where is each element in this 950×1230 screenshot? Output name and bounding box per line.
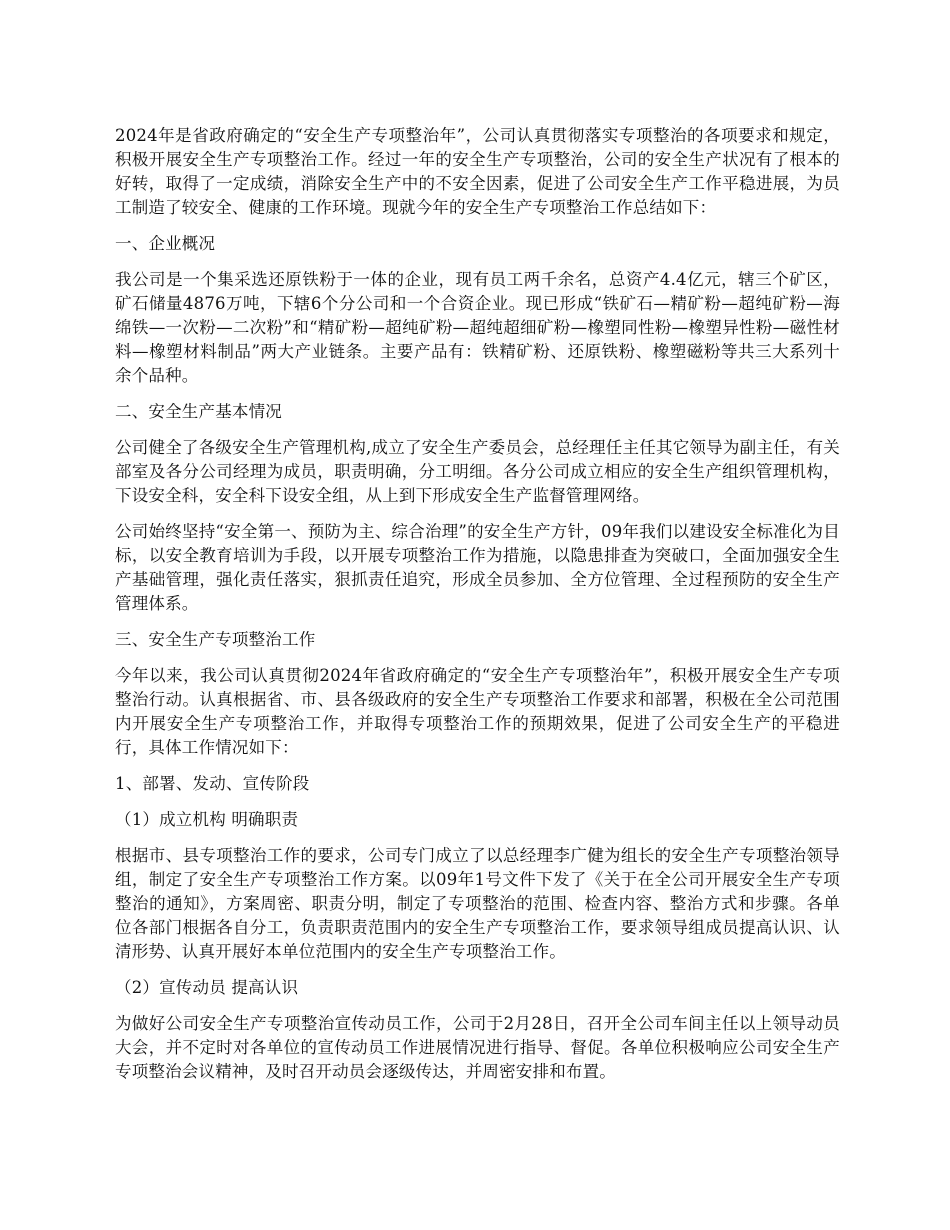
subheading-publicity: （2）宣传动员 提高认识: [115, 978, 299, 997]
basic-paragraph-2: 公司始终坚持“安全第一、预防为主、综合治理”的安全生产方针，09年我们以建设安全标准化为目标，以安全教育培训为手段，以开展专项整治工作为措施，以隐患排查为突破口，全面加强安全生产基础管理，强化责任落实，狠抓责任追究，形成全员参加、全方位管理、全过程预防的安全生产管理体系。: [115, 522, 840, 613]
stage-heading: 1、部署、发动、宣传阶段: [115, 774, 310, 793]
organization-paragraph: 根据市、县专项整治工作的要求，公司专门成立了以总经理李广健为组长的安全生产专项整治领导组，制定了安全生产专项整治工作方案。以09年1号文件下发了《关于在全公司开展安全生产专项整治的通知》，方案周密、职责分明，制定了专项整治的范围、检查内容、整治方式和步骤。各单位各部门根据各自分工，负责职责范围内的安全生产专项整治工作，要求领导组成员提高认识、认清形势、认真开展好本单位范围内的安全生产专项整治工作。: [115, 846, 840, 961]
publicity-paragraph: 为做好公司安全生产专项整治宣传动员工作，公司于2月28日，召开全公司车间主任以上领导动员大会，并不定时对各单位的宣传动员工作进展情况进行指导、督促。各单位积极响应公司安全生产专项整治会议精神，及时召开动员会逐级传达，并周密安排和布置。: [115, 1014, 840, 1081]
intro-paragraph: 2024年是省政府确定的“安全生产专项整治年”，公司认真贯彻落实专项整治的各项要求和规定，积极开展安全生产专项整治工作。经过一年的安全生产专项整治，公司的安全生产状况有了根本的好转，取得了一定成绩，消除安全生产中的不安全因素，促进了公司安全生产工作平稳进展，为员工制造了较安全、健康的工作环境。现就今年的安全生产专项整治工作总结如下：: [115, 126, 840, 217]
rectification-paragraph: 今年以来，我公司认真贯彻2024年省政府确定的“安全生产专项整治年”，积极开展安全生产专项整治行动。认真根据省、市、县各级政府的安全生产专项整治工作要求和部署，积极在全公司范围内开展安全生产专项整治工作，并取得专项整治工作的预期效果，促进了公司安全生产的平稳进行，具体工作情况如下：: [115, 666, 840, 757]
subheading-organization: （1）成立机构 明确职责: [115, 810, 299, 829]
overview-paragraph: 我公司是一个集采选还原铁粉于一体的企业，现有员工两千余名，总资产4.4亿元，辖三个矿区，矿石储量4876万吨，下辖6个分公司和一个合资企业。现已形成“铁矿石—精矿粉—超纯矿粉—海绵铁—一次粉—二次粉”和“精矿粉—超纯矿粉—超纯超细矿粉—橡塑同性粉—橡塑异性粉—磁性材料—橡塑材料制品”两大产业链条。主要产品有：铁精矿粉、还原铁粉、橡塑磁粉等共三大系列十余个品种。: [115, 270, 840, 385]
section-heading-rectification: 三、安全生产专项整治工作: [115, 630, 316, 649]
section-heading-overview: 一、企业概况: [115, 234, 216, 253]
section-heading-basic: 二、安全生产基本情况: [115, 402, 282, 421]
basic-paragraph-1: 公司健全了各级安全生产管理机构,成立了安全生产委员会，总经理任主任其它领导为副主任，有关部室及各分公司经理为成员，职责明确，分工明细。各分公司成立相应的安全生产组织管理机构，下设安全科，安全科下设安全组，从上到下形成安全生产监督管理网络。: [115, 438, 840, 505]
document-page: [115, 124, 840, 1096]
